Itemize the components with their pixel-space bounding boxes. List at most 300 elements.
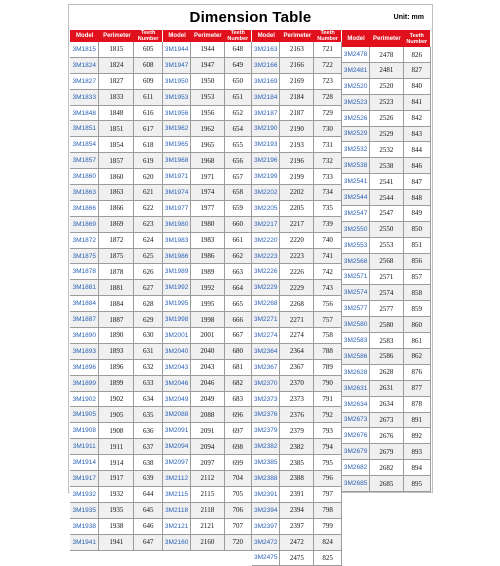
perimeter-cell: 2550 [370, 222, 403, 237]
table-row [342, 397, 431, 413]
table-row [163, 217, 252, 233]
table-row [70, 185, 163, 201]
teeth-number-cell: 656 [225, 153, 251, 168]
perimeter-cell: 2547 [370, 206, 403, 221]
table-body [342, 47, 431, 492]
table-row [342, 222, 431, 238]
teeth-number-cell: 617 [134, 121, 162, 136]
table-row [342, 381, 431, 397]
model-cell: 3M1998 [163, 312, 191, 327]
perimeter-cell: 2628 [370, 365, 403, 380]
table-header [70, 30, 163, 42]
model-cell: 3M2166 [252, 58, 280, 73]
perimeter-cell: 1953 [191, 90, 224, 105]
model-cell: 3M1827 [70, 74, 99, 89]
teeth-number-cell: 797 [314, 487, 341, 502]
model-cell: 3M1902 [70, 392, 99, 407]
perimeter-cell: 2160 [191, 535, 224, 550]
teeth-number-cell: 842 [404, 111, 430, 126]
perimeter-cell: 2583 [370, 333, 403, 348]
model-cell: 3M2628 [342, 365, 370, 380]
header-teeth-number: Teeth Number [404, 30, 430, 47]
teeth-number-cell: 848 [404, 190, 430, 205]
perimeter-cell: 1968 [191, 153, 224, 168]
model-cell: 3M2220 [252, 233, 280, 248]
teeth-number-cell: 798 [314, 503, 341, 518]
teeth-number-cell: 825 [314, 551, 341, 566]
table-row [252, 312, 342, 328]
model-cell: 3M1878 [70, 264, 99, 279]
perimeter-cell: 2271 [280, 312, 314, 327]
table-row [163, 455, 252, 471]
model-cell: 3M2115 [163, 487, 191, 502]
table-row [342, 476, 431, 492]
table-row [342, 238, 431, 254]
teeth-number-cell: 646 [134, 519, 162, 534]
perimeter-cell: 1854 [99, 137, 134, 152]
model-cell: 3M2523 [342, 95, 370, 110]
teeth-number-cell: 720 [225, 535, 251, 550]
perimeter-cell: 1977 [191, 201, 224, 216]
teeth-number-cell: 894 [404, 460, 430, 475]
teeth-number-cell: 627 [134, 280, 162, 295]
perimeter-cell: 2268 [280, 296, 314, 311]
model-cell: 3M2682 [342, 460, 370, 475]
teeth-number-cell: 862 [404, 349, 430, 364]
perimeter-cell: 1914 [99, 455, 134, 470]
teeth-number-cell: 878 [404, 397, 430, 412]
teeth-number-cell: 611 [134, 90, 162, 105]
model-cell: 3M2580 [342, 317, 370, 332]
table-row [252, 137, 342, 153]
perimeter-cell: 1851 [99, 121, 134, 136]
model-cell: 3M1857 [70, 153, 99, 168]
perimeter-cell: 1995 [191, 296, 224, 311]
teeth-number-cell: 841 [404, 95, 430, 110]
table-row [163, 519, 252, 535]
table-row [163, 471, 252, 487]
teeth-number-cell: 843 [404, 127, 430, 142]
teeth-number-cell: 682 [225, 376, 251, 391]
perimeter-cell: 1908 [99, 423, 134, 438]
teeth-number-cell: 851 [404, 238, 430, 253]
model-cell: 3M2217 [252, 217, 280, 232]
table-row [163, 169, 252, 185]
teeth-number-cell: 654 [225, 121, 251, 136]
header-perimeter: Perimeter [99, 30, 134, 42]
model-cell: 3M2364 [252, 344, 280, 359]
teeth-number-cell: 732 [314, 153, 341, 168]
table-group [163, 30, 252, 492]
perimeter-cell: 1890 [99, 328, 134, 343]
table-row [342, 444, 431, 460]
table-body [163, 42, 252, 551]
teeth-number-cell: 659 [225, 201, 251, 216]
table-row [70, 376, 163, 392]
perimeter-cell: 2574 [370, 285, 403, 300]
table-row [252, 551, 342, 566]
table-row [342, 413, 431, 429]
model-cell: 3M1974 [163, 185, 191, 200]
table-row [252, 455, 342, 471]
teeth-number-cell: 608 [134, 58, 162, 73]
perimeter-cell: 1887 [99, 312, 134, 327]
perimeter-cell: 1893 [99, 344, 134, 359]
model-cell: 3M1986 [163, 249, 191, 264]
teeth-number-cell: 860 [404, 317, 430, 332]
table-row [252, 471, 342, 487]
model-cell: 3M2550 [342, 222, 370, 237]
table-body [252, 42, 342, 566]
teeth-number-cell: 636 [134, 423, 162, 438]
teeth-number-cell: 662 [225, 249, 251, 264]
perimeter-cell: 2118 [191, 503, 224, 518]
teeth-number-cell: 633 [134, 376, 162, 391]
teeth-number-cell: 824 [314, 535, 341, 550]
dimension-table-panel [68, 4, 433, 493]
header-model: Model [252, 30, 280, 42]
perimeter-cell: 2166 [280, 58, 314, 73]
perimeter-cell: 2532 [370, 142, 403, 157]
perimeter-cell: 2001 [191, 328, 224, 343]
table-row [70, 280, 163, 296]
model-cell: 3M2160 [163, 535, 191, 550]
teeth-number-cell: 840 [404, 79, 430, 94]
perimeter-cell: 2634 [370, 397, 403, 412]
table-row [252, 280, 342, 296]
model-cell: 3M2190 [252, 121, 280, 136]
table-row [70, 249, 163, 265]
teeth-number-cell: 657 [225, 169, 251, 184]
teeth-number-cell: 895 [404, 476, 430, 491]
model-cell: 3M2634 [342, 397, 370, 412]
table-row [70, 407, 163, 423]
teeth-number-cell: 666 [225, 312, 251, 327]
table-row [342, 111, 431, 127]
table-row [70, 487, 163, 503]
model-cell: 3M1851 [70, 121, 99, 136]
table-row [252, 42, 342, 58]
model-cell: 3M2526 [342, 111, 370, 126]
header-model: Model [163, 30, 191, 42]
perimeter-cell: 2481 [370, 63, 403, 78]
perimeter-cell: 2538 [370, 158, 403, 173]
perimeter-cell: 1938 [99, 519, 134, 534]
model-cell: 3M1980 [163, 217, 191, 232]
perimeter-cell: 2586 [370, 349, 403, 364]
teeth-number-cell: 722 [314, 58, 341, 73]
model-cell: 3M2046 [163, 376, 191, 391]
model-cell: 3M2121 [163, 519, 191, 534]
perimeter-cell: 1857 [99, 153, 134, 168]
perimeter-cell: 1881 [99, 280, 134, 295]
perimeter-cell: 1872 [99, 233, 134, 248]
model-cell: 3M1917 [70, 471, 99, 486]
table-row [252, 58, 342, 74]
table-row [252, 344, 342, 360]
table-row [342, 317, 431, 333]
teeth-number-cell: 705 [225, 487, 251, 502]
model-cell: 3M1992 [163, 280, 191, 295]
model-cell: 3M2544 [342, 190, 370, 205]
table-row [163, 328, 252, 344]
teeth-number-cell: 876 [404, 365, 430, 380]
table-row [163, 137, 252, 153]
teeth-number-cell: 723 [314, 74, 341, 89]
perimeter-cell: 1899 [99, 376, 134, 391]
model-cell: 3M1911 [70, 439, 99, 454]
perimeter-cell: 2163 [280, 42, 314, 57]
perimeter-cell: 2685 [370, 476, 403, 491]
teeth-number-cell: 799 [314, 519, 341, 534]
teeth-number-cell: 795 [314, 455, 341, 470]
perimeter-cell: 2478 [370, 47, 403, 62]
model-cell: 3M2685 [342, 476, 370, 491]
teeth-number-cell: 680 [225, 344, 251, 359]
table-row [252, 74, 342, 90]
teeth-number-cell: 644 [134, 487, 162, 502]
table-body [70, 42, 163, 551]
teeth-number-cell: 623 [134, 217, 162, 232]
table-row [70, 312, 163, 328]
model-cell: 3M1956 [163, 106, 191, 121]
teeth-number-cell: 664 [225, 280, 251, 295]
perimeter-cell: 2226 [280, 264, 314, 279]
perimeter-cell: 1902 [99, 392, 134, 407]
model-cell: 3M2193 [252, 137, 280, 152]
table-row [252, 106, 342, 122]
model-cell: 3M2577 [342, 301, 370, 316]
teeth-number-cell: 893 [404, 444, 430, 459]
model-cell: 3M2553 [342, 238, 370, 253]
table-group [70, 30, 163, 492]
header-teeth-number: Teeth Number [314, 30, 341, 42]
table-row [252, 201, 342, 217]
table-row [163, 392, 252, 408]
perimeter-cell: 2040 [191, 344, 224, 359]
teeth-number-cell: 794 [314, 439, 341, 454]
teeth-number-cell: 706 [225, 503, 251, 518]
teeth-number-cell: 647 [134, 535, 162, 550]
teeth-number-cell: 683 [225, 392, 251, 407]
header-perimeter: Perimeter [280, 30, 314, 42]
table-row [342, 206, 431, 222]
table-row [252, 423, 342, 439]
table-row [163, 121, 252, 137]
teeth-number-cell: 892 [404, 428, 430, 443]
perimeter-cell: 2094 [191, 439, 224, 454]
perimeter-cell: 2676 [370, 428, 403, 443]
model-cell: 3M1860 [70, 169, 99, 184]
perimeter-cell: 2544 [370, 190, 403, 205]
perimeter-cell: 1941 [99, 535, 134, 550]
model-cell: 3M2268 [252, 296, 280, 311]
model-cell: 3M2397 [252, 519, 280, 534]
table-row [70, 42, 163, 58]
table-row [163, 249, 252, 265]
perimeter-cell: 2475 [280, 551, 314, 566]
teeth-number-cell: 620 [134, 169, 162, 184]
table-row [163, 439, 252, 455]
teeth-number-cell: 609 [134, 74, 162, 89]
table-row [70, 58, 163, 74]
table-row [252, 535, 342, 551]
teeth-number-cell: 632 [134, 360, 162, 375]
model-cell: 3M2586 [342, 349, 370, 364]
page-title: Dimension Table [69, 9, 432, 26]
perimeter-cell: 2229 [280, 280, 314, 295]
model-cell: 3M2376 [252, 407, 280, 422]
model-cell: 3M1848 [70, 106, 99, 121]
perimeter-cell: 2097 [191, 455, 224, 470]
perimeter-cell: 2376 [280, 407, 314, 422]
model-cell: 3M2163 [252, 42, 280, 57]
table-row [252, 407, 342, 423]
teeth-number-cell: 850 [404, 222, 430, 237]
model-cell: 3M2112 [163, 471, 191, 486]
teeth-number-cell: 793 [314, 423, 341, 438]
table-row [70, 137, 163, 153]
perimeter-cell: 2088 [191, 407, 224, 422]
model-cell: 3M2094 [163, 439, 191, 454]
table-row [252, 519, 342, 535]
model-cell: 3M1884 [70, 296, 99, 311]
perimeter-cell: 2046 [191, 376, 224, 391]
table-row [342, 190, 431, 206]
perimeter-cell: 2388 [280, 471, 314, 486]
table-row [163, 360, 252, 376]
teeth-number-cell: 757 [314, 312, 341, 327]
table-row [70, 423, 163, 439]
perimeter-cell: 1986 [191, 249, 224, 264]
teeth-number-cell: 698 [225, 439, 251, 454]
perimeter-cell: 2112 [191, 471, 224, 486]
perimeter-cell: 2274 [280, 328, 314, 343]
table-row [342, 301, 431, 317]
table-row [252, 328, 342, 344]
model-cell: 3M1971 [163, 169, 191, 184]
table-row [163, 376, 252, 392]
model-cell: 3M2196 [252, 153, 280, 168]
perimeter-cell: 2397 [280, 519, 314, 534]
title-bar [69, 5, 432, 30]
table-row [70, 233, 163, 249]
teeth-number-cell: 621 [134, 185, 162, 200]
model-cell: 3M2541 [342, 174, 370, 189]
perimeter-cell: 1950 [191, 74, 224, 89]
model-cell: 3M1905 [70, 407, 99, 422]
table-columns [70, 30, 431, 492]
perimeter-cell: 2370 [280, 376, 314, 391]
perimeter-cell: 2205 [280, 201, 314, 216]
table-row [163, 344, 252, 360]
table-row [252, 392, 342, 408]
teeth-number-cell: 789 [314, 360, 341, 375]
model-cell: 3M2388 [252, 471, 280, 486]
model-cell: 3M2673 [342, 413, 370, 428]
model-cell: 3M2571 [342, 270, 370, 285]
model-cell: 3M2274 [252, 328, 280, 343]
table-row [163, 42, 252, 58]
model-cell: 3M1914 [70, 455, 99, 470]
teeth-number-cell: 663 [225, 264, 251, 279]
perimeter-cell: 2391 [280, 487, 314, 502]
teeth-number-cell: 877 [404, 381, 430, 396]
table-row [342, 47, 431, 63]
table-row [70, 74, 163, 90]
teeth-number-cell: 857 [404, 270, 430, 285]
model-cell: 3M2385 [252, 455, 280, 470]
perimeter-cell: 1935 [99, 503, 134, 518]
teeth-number-cell: 648 [225, 42, 251, 57]
teeth-number-cell: 788 [314, 344, 341, 359]
teeth-number-cell: 730 [314, 121, 341, 136]
table-row [163, 153, 252, 169]
teeth-number-cell: 629 [134, 312, 162, 327]
table-row [70, 121, 163, 137]
teeth-number-cell: 859 [404, 301, 430, 316]
model-cell: 3M2040 [163, 344, 191, 359]
table-row [342, 158, 431, 174]
model-cell: 3M2097 [163, 455, 191, 470]
teeth-number-cell: 626 [134, 264, 162, 279]
table-row [342, 127, 431, 143]
model-cell: 3M1866 [70, 201, 99, 216]
model-cell: 3M1941 [70, 535, 99, 550]
model-cell: 3M2199 [252, 169, 280, 184]
perimeter-cell: 1947 [191, 58, 224, 73]
table-row [70, 344, 163, 360]
table-row [70, 169, 163, 185]
model-cell: 3M1989 [163, 264, 191, 279]
teeth-number-cell: 846 [404, 158, 430, 173]
teeth-number-cell: 742 [314, 264, 341, 279]
perimeter-cell: 2385 [280, 455, 314, 470]
model-cell: 3M1950 [163, 74, 191, 89]
model-cell: 3M2538 [342, 158, 370, 173]
teeth-number-cell: 844 [404, 142, 430, 157]
table-row [70, 264, 163, 280]
perimeter-cell: 1980 [191, 217, 224, 232]
perimeter-cell: 2541 [370, 174, 403, 189]
teeth-number-cell: 756 [314, 296, 341, 311]
table-row [70, 360, 163, 376]
perimeter-cell: 2202 [280, 185, 314, 200]
table-header [342, 30, 431, 47]
model-cell: 3M2088 [163, 407, 191, 422]
table-row [163, 233, 252, 249]
perimeter-cell: 1917 [99, 471, 134, 486]
table-row [163, 535, 252, 551]
table-row [163, 296, 252, 312]
table-row [163, 185, 252, 201]
table-row [252, 217, 342, 233]
model-cell: 3M2043 [163, 360, 191, 375]
model-cell: 3M2226 [252, 264, 280, 279]
table-row [342, 270, 431, 286]
teeth-number-cell: 858 [404, 285, 430, 300]
teeth-number-cell: 758 [314, 328, 341, 343]
table-row [163, 280, 252, 296]
model-cell: 3M2379 [252, 423, 280, 438]
model-cell: 3M1947 [163, 58, 191, 73]
header-perimeter: Perimeter [370, 30, 403, 47]
model-cell: 3M1983 [163, 233, 191, 248]
model-cell: 3M2391 [252, 487, 280, 502]
perimeter-cell: 1827 [99, 74, 134, 89]
model-cell: 3M2184 [252, 90, 280, 105]
table-row [163, 503, 252, 519]
